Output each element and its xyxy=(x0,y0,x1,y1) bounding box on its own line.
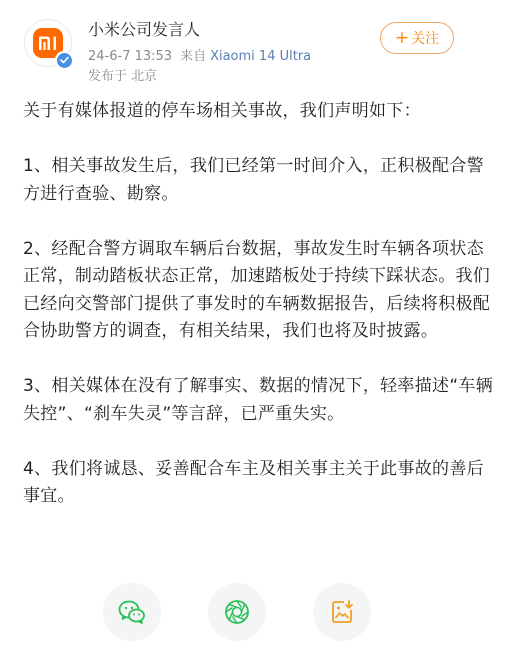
share-moments-button[interactable] xyxy=(208,583,266,641)
source-prefix: 来自 xyxy=(180,49,207,64)
share-action-bar xyxy=(0,583,518,641)
post-paragraph: 3、相关媒体在没有了解事实、数据的情况下，轻率描述“车辆失控”、“刹车失灵”等言辞，已严重失实。 xyxy=(23,376,494,424)
post-paragraph: 关于有媒体报道的停车场相关事故，我们声明如下： xyxy=(23,101,421,121)
post-header xyxy=(0,0,518,95)
mi-letters-icon xyxy=(37,35,59,51)
save-image-icon xyxy=(327,597,357,627)
post-date: 24-6-7 13:53 xyxy=(88,49,173,64)
author-name[interactable]: 小米公司发言人 xyxy=(88,20,201,39)
post-paragraph: 2、经配合警方调取车辆后台数据，事故发生时车辆各项状态正常，制动踏板状态正常，加速踏板处于持续下踩状态。我们已经向交警部门提供了事发时的车辆数据报告，后续将积极配合协助警方的调查，有相关结果，我们也将及时披露。 xyxy=(23,238,491,341)
follow-button[interactable] xyxy=(380,22,454,54)
follow-label: 关注 xyxy=(411,31,440,47)
post-paragraph: 4、我们将诚恳、妥善配合车主及相关事主关于此事故的善后事宜。 xyxy=(23,458,484,506)
post-location: 发布于 北京 xyxy=(88,69,158,84)
post-meta xyxy=(88,48,311,66)
plus-icon: + xyxy=(394,27,410,48)
wechat-icon xyxy=(117,597,147,627)
moments-icon xyxy=(222,597,252,627)
post-content xyxy=(23,98,499,511)
post-paragraph: 1、相关事故发生后，我们已经第一时间介入，正积极配合警方进行查验、勘察。 xyxy=(23,156,484,204)
share-wechat-button[interactable] xyxy=(103,583,161,641)
save-image-button[interactable] xyxy=(313,583,371,641)
device-link[interactable]: Xiaomi 14 Ultra xyxy=(210,49,312,64)
verified-badge-icon xyxy=(55,51,73,69)
